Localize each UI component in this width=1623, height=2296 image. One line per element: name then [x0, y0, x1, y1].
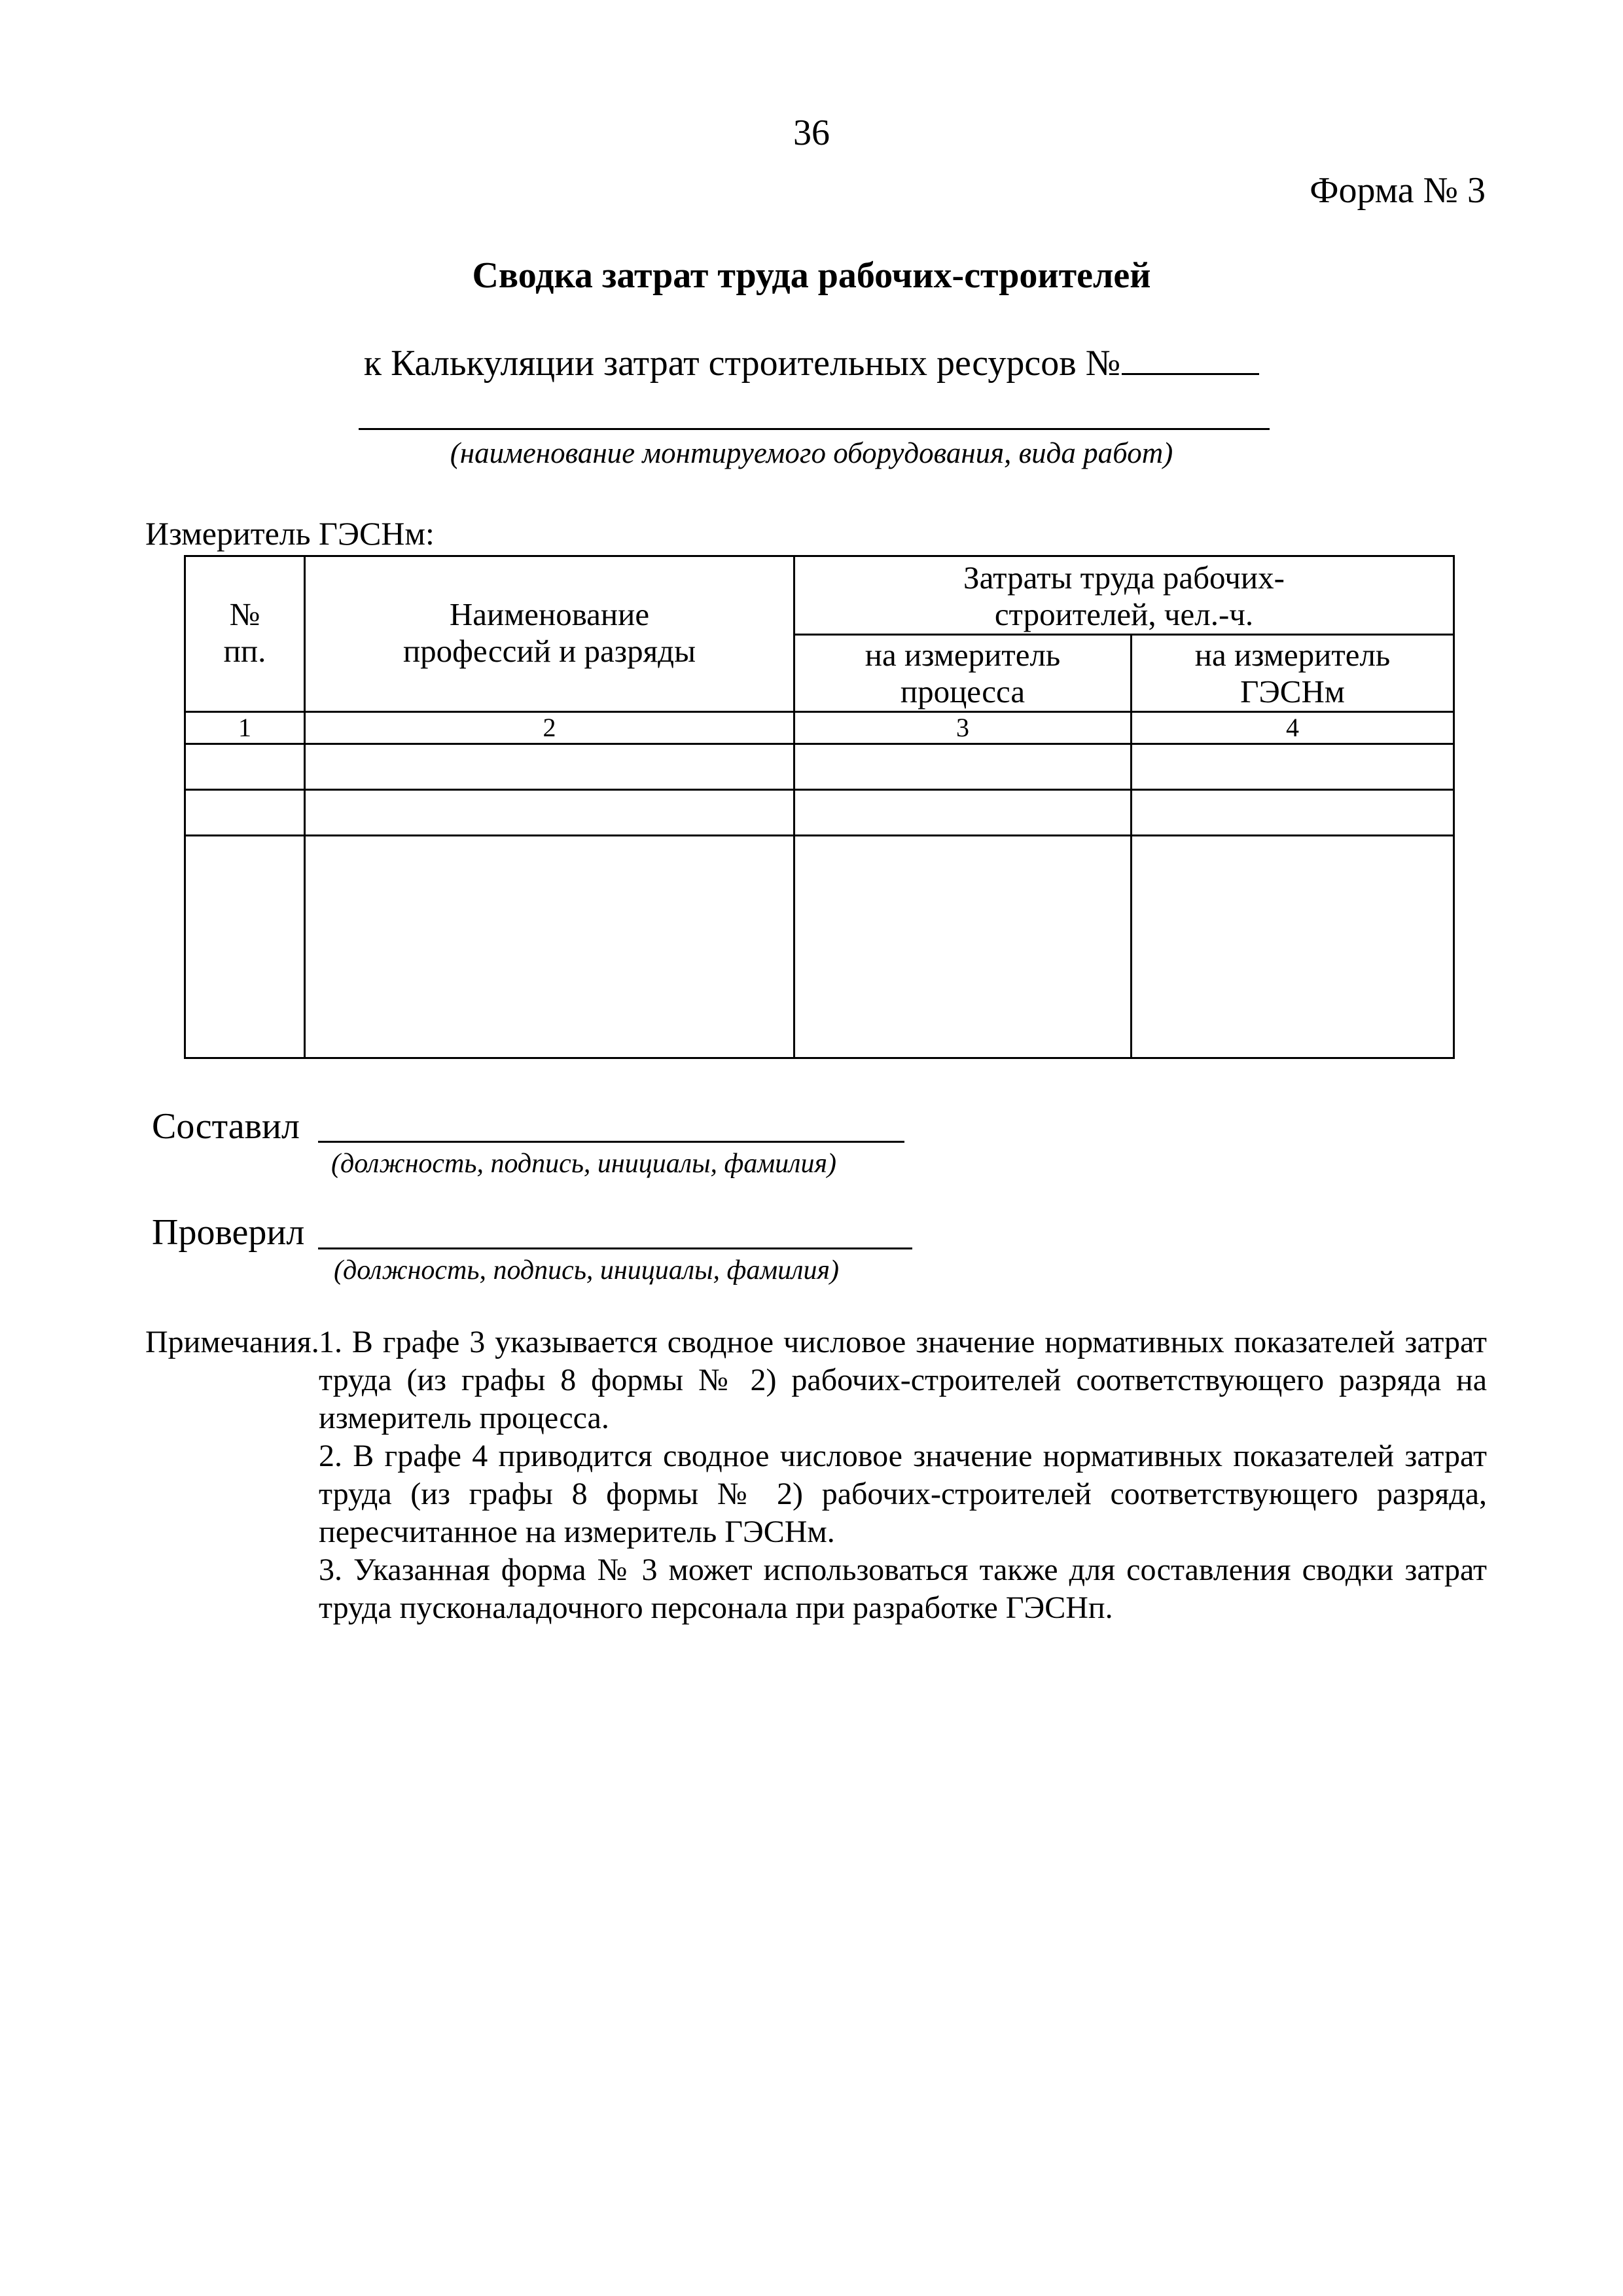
- cell-empty[interactable]: [1132, 836, 1454, 1058]
- cell-empty[interactable]: [185, 744, 305, 790]
- form-label: Форма № 3: [1310, 170, 1486, 211]
- compiled-signature-line[interactable]: [318, 1141, 904, 1143]
- page-number: 36: [793, 113, 830, 153]
- header-no-text: № пп.: [223, 596, 266, 669]
- note-item: 3. Указанная форма № 3 может использоваться также для составления сводки затрат труда пусконаладочного персонала при разработке ГЭСНп.: [319, 1552, 1487, 1625]
- header-no: [185, 556, 305, 712]
- compiled-label: Составил: [152, 1106, 300, 1147]
- table-row: [185, 836, 1454, 1058]
- header-process-text: на измеритель процесса: [865, 637, 1061, 709]
- header-gesnm: [1132, 635, 1454, 712]
- cell-empty[interactable]: [305, 836, 794, 1058]
- calculation-number-blank[interactable]: [1122, 340, 1259, 375]
- checked-caption: (должность, подпись, инициалы, фамилия): [334, 1255, 839, 1285]
- column-index-row: [185, 712, 1454, 744]
- cell-empty[interactable]: [305, 790, 794, 836]
- meter-label: Измеритель ГЭСНм:: [145, 515, 435, 552]
- compiled-caption: (должность, подпись, инициалы, фамилия): [331, 1149, 836, 1179]
- cell-empty[interactable]: [185, 836, 305, 1058]
- header-labor-group: [794, 556, 1454, 635]
- labor-cost-table: [184, 555, 1455, 1059]
- column-index-4: 4: [1132, 712, 1454, 744]
- equipment-name-line[interactable]: [359, 428, 1270, 430]
- cell-empty[interactable]: [794, 790, 1132, 836]
- equipment-name-caption: (наименование монтируемого оборудования, вида работ): [450, 437, 1173, 469]
- cell-empty[interactable]: [1132, 744, 1454, 790]
- cell-empty[interactable]: [794, 836, 1132, 1058]
- checked-label: Проверил: [152, 1212, 305, 1253]
- column-index-1: 1: [185, 712, 305, 744]
- document-title: Сводка затрат труда рабочих-строителей: [472, 255, 1151, 296]
- cell-empty[interactable]: [305, 744, 794, 790]
- notes-section: [145, 1323, 1487, 1627]
- cell-empty[interactable]: [185, 790, 305, 836]
- note-item: 1. В графе 3 указывается сводное числовое значение нормативных показателей затрат труда (из графы 8 формы № 2) рабочих-строителей соответствующего разряда на измеритель процесса.: [319, 1325, 1487, 1435]
- notes-heading: Примечания.: [145, 1325, 319, 1359]
- header-gesnm-text: на измеритель ГЭСНм: [1194, 637, 1391, 709]
- cell-empty[interactable]: [794, 744, 1132, 790]
- header-labor-group-text: Затраты труда рабочих-строителей, чел.-ч.: [963, 560, 1285, 632]
- header-process: [794, 635, 1132, 712]
- subtitle: [0, 340, 1623, 385]
- note-item: 2. В графе 4 приводится сводное числовое значение нормативных показателей затрат труда (из графы 8 формы № 2) рабочих-строителей соответствующего разряда, пересчитанное на измеритель ГЭСНм.: [319, 1439, 1487, 1549]
- column-index-2: 2: [305, 712, 794, 744]
- column-index-3: 3: [794, 712, 1132, 744]
- header-profession: [305, 556, 794, 712]
- cell-empty[interactable]: [1132, 790, 1454, 836]
- checked-signature-line[interactable]: [318, 1247, 912, 1249]
- header-profession-text: Наименование профессий и разряды: [402, 596, 696, 669]
- subtitle-text: к Калькуляции затрат строительных ресурсов №: [363, 343, 1121, 384]
- table-row: [185, 744, 1454, 790]
- table-row: [185, 790, 1454, 836]
